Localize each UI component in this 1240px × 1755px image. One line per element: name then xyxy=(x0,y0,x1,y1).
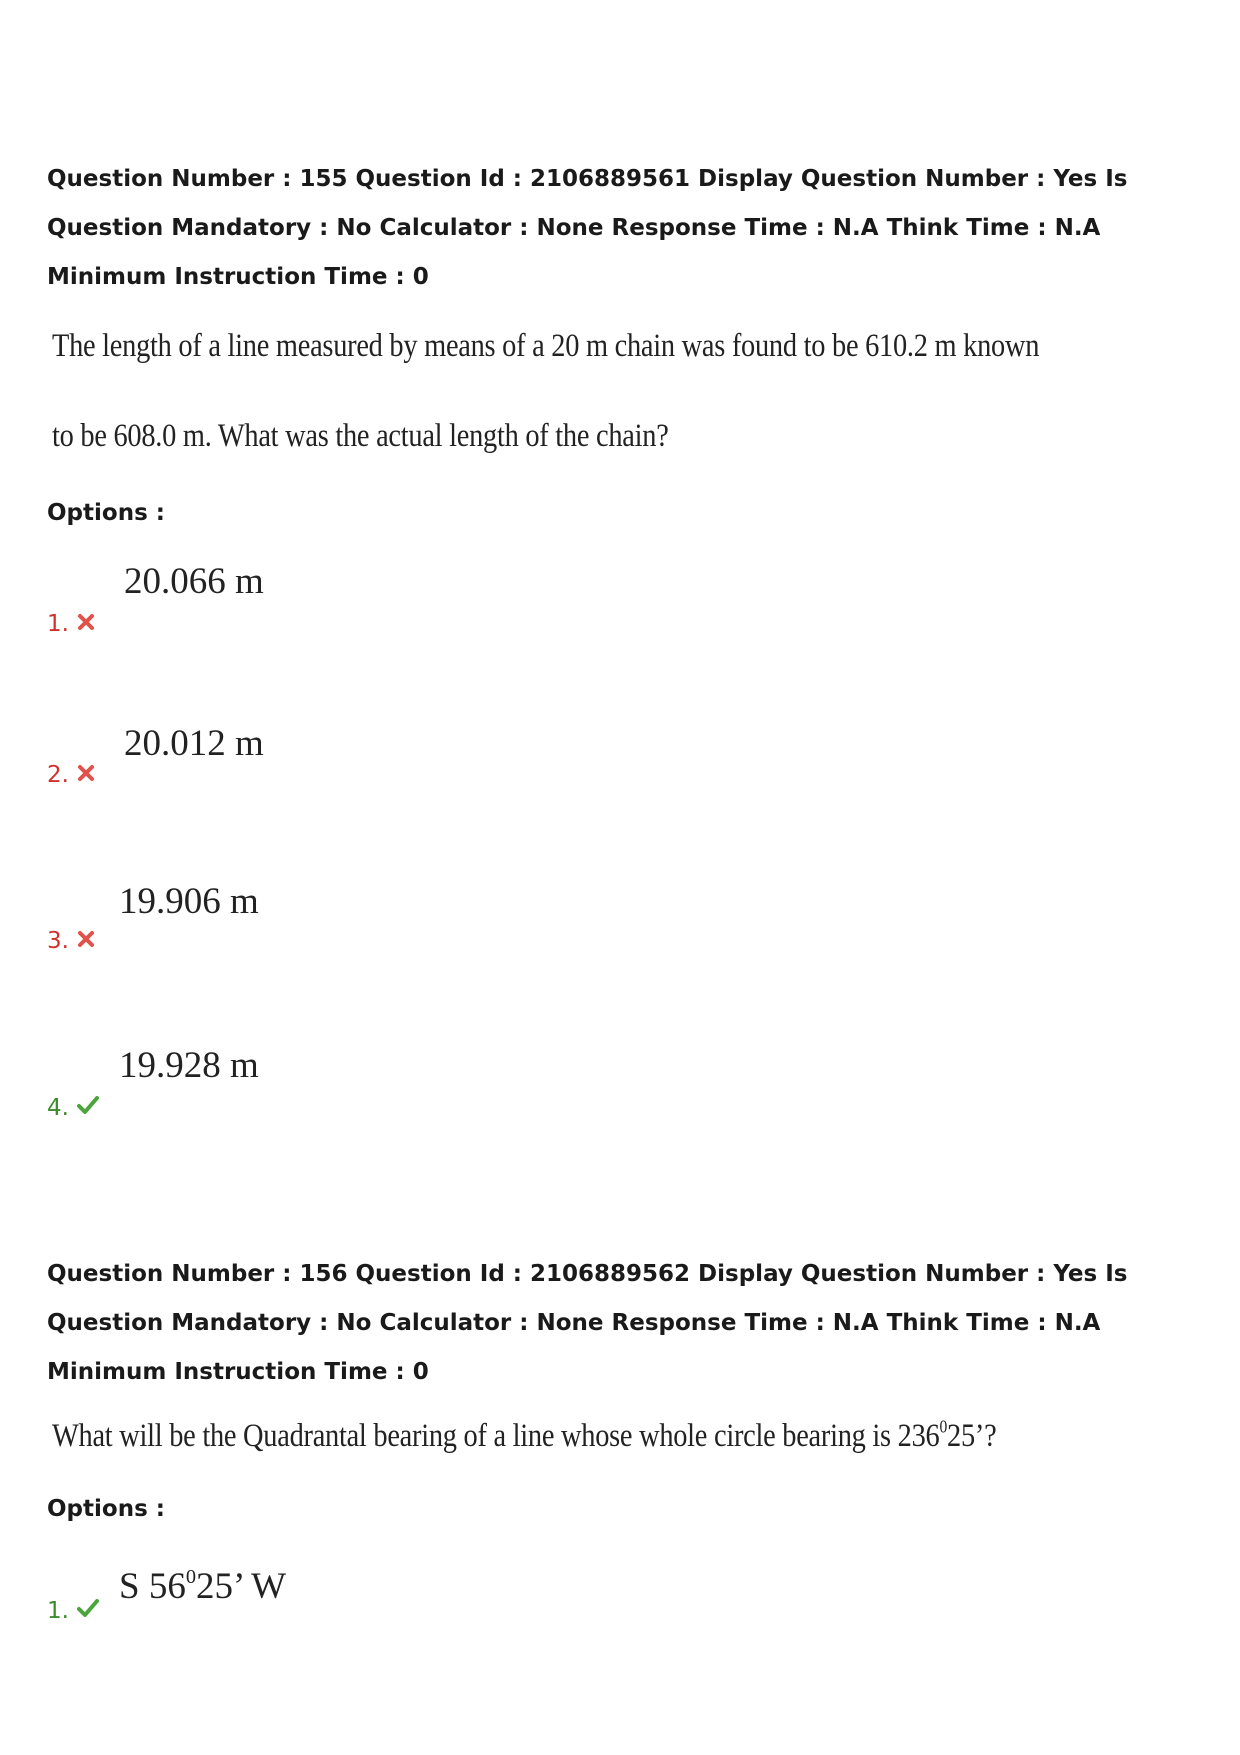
question-156-text-end: 25’? xyxy=(947,1418,997,1454)
option-number: 4. xyxy=(47,1095,69,1121)
option-value: 20.066 m xyxy=(124,561,264,602)
option-value: 19.928 m xyxy=(119,1045,259,1086)
cross-icon xyxy=(77,930,95,948)
option-number: 2. xyxy=(47,762,69,788)
option-value: 20.012 m xyxy=(124,723,264,764)
option-number: 1. xyxy=(47,1598,69,1624)
question-156-meta: Question Number : 156 Question Id : 2106889562 Display Question Number : Yes Is Question Mandatory : No Calculator : None Response Time : N.A Think Time : N.A Minimum Instruction Time : 0 xyxy=(47,1261,1128,1385)
degree-superscript: 0 xyxy=(939,1416,948,1437)
cross-icon xyxy=(77,613,95,631)
option-value-end: 25’ W xyxy=(196,1566,287,1607)
degree-superscript: 0 xyxy=(185,1565,196,1588)
question-156-options-label: Options : xyxy=(47,1496,165,1522)
question-156-text-main: What will be the Quadrantal bearing of a line whose whole circle bearing is 236 xyxy=(52,1418,940,1454)
check-icon xyxy=(77,1598,99,1618)
check-icon xyxy=(77,1095,99,1115)
option-number: 1. xyxy=(47,611,69,637)
question-155-text-line-2: to be 608.0 m. What was the actual length of the chain? xyxy=(52,418,669,454)
option-value-main: S 56 xyxy=(119,1566,186,1607)
question-155-options-label: Options : xyxy=(47,500,165,526)
cross-icon xyxy=(77,764,95,782)
option-number: 3. xyxy=(47,928,69,954)
question-155-text-line-1: The length of a line measured by means of a 20 m chain was found to be 610.2 m known xyxy=(52,328,1040,364)
option-value: 19.906 m xyxy=(119,881,259,922)
question-156-text xyxy=(52,1418,996,1455)
question-155-meta: Question Number : 155 Question Id : 2106889561 Display Question Number : Yes Is Question Mandatory : No Calculator : None Response Time : N.A Think Time : N.A Minimum Instruction Time : 0 xyxy=(47,166,1128,290)
option-value xyxy=(119,1565,286,1608)
